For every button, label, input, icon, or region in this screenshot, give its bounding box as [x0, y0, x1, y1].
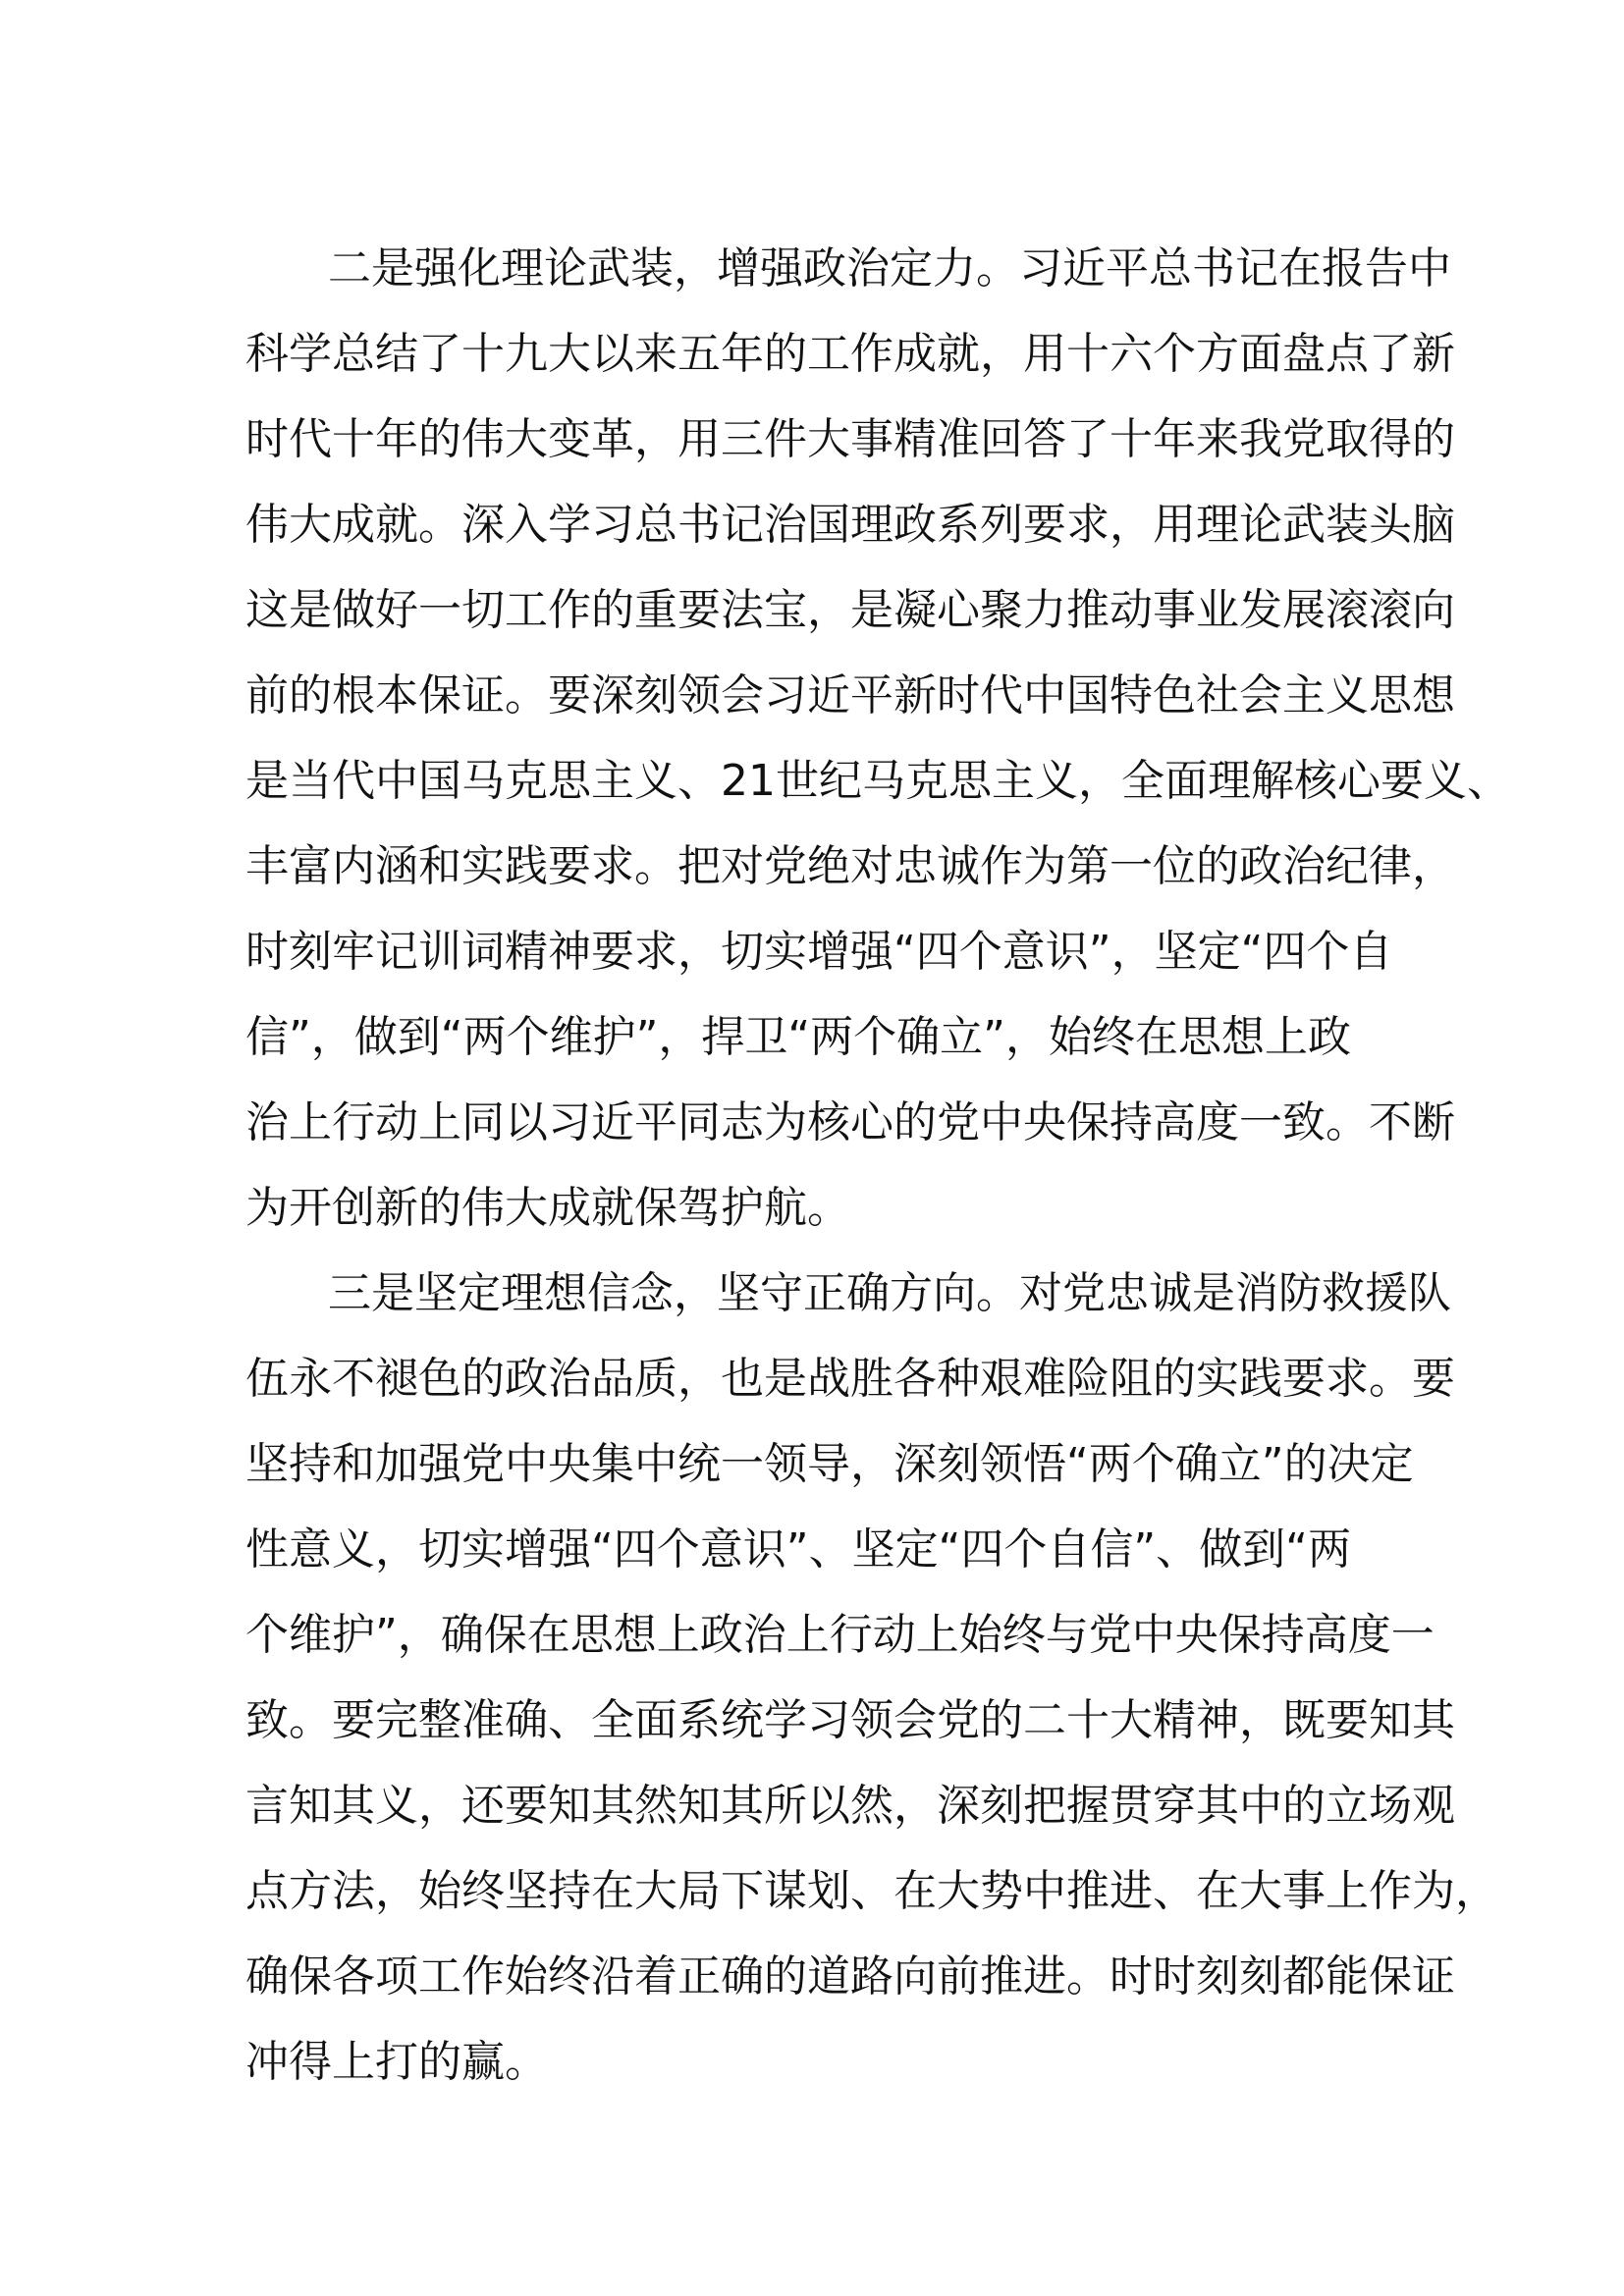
text-line: 科学总结了十九大以来五年的工作成就，用十六个方面盘点了新	[245, 329, 1455, 379]
text-line: 时代十年的伟大变革，用三件大事精准回答了十年来我党取得的	[245, 414, 1455, 464]
text-line: 致。要完整准确、全面系统学习领会党的二十大精神，既要知其	[245, 1695, 1455, 1745]
text-line: 性意义，切实增强“四个意识”、坚定“四个自信”、做到“两	[245, 1524, 1351, 1575]
text-line: 伟大成就。深入学习总书记治国理政系列要求，用理论武装头脑	[245, 500, 1455, 550]
text-line: 冲得上打的赢。	[245, 2037, 548, 2087]
text-line: 时刻牢记训词精神要求，切实增强“四个意识”，坚定“四个自	[245, 927, 1393, 977]
text-line: 言知其义，还要知其然知其所以然，深刻把握贯穿其中的立场观	[245, 1781, 1455, 1831]
paragraph-2	[245, 1251, 1498, 2105]
text-line: 伍永不褪色的政治品质，也是战胜各种艰难险阻的实践要求。要	[245, 1354, 1455, 1404]
text-line: 前的根本保证。要深刻领会习近平新时代中国特色社会主义思想	[245, 670, 1455, 721]
text-line: 确保各项工作始终沿着正确的道路向前推进。时时刻刻都能保证	[245, 1951, 1455, 2002]
text-line: 个维护”，确保在思想上政治上行动上始终与党中央保持高度一	[245, 1610, 1435, 1660]
text-line: 丰富内涵和实践要求。把对党绝对忠诚作为第一位的政治纪律，	[245, 841, 1455, 891]
text-line: 二是强化理论武装，增强政治定力。习近平总书记在报告中	[328, 243, 1451, 294]
text-line: 点方法，始终坚持在大局下谋划、在大势中推进、在大事上作为，	[245, 1866, 1498, 1916]
text-line: 三是坚定理想信念，坚守正确方向。对党忠诚是消防救援队	[328, 1268, 1451, 1318]
text-line: 这是做好一切工作的重要法宝，是凝心聚力推动事业发展滚滚向	[245, 585, 1455, 635]
text-line: 坚持和加强党中央集中统一领导，深刻领悟“两个确立”的决定	[245, 1439, 1414, 1489]
text-line: 为开创新的伟大成就保驾护航。	[245, 1183, 850, 1233]
text-line: 是当代中国马克思主义、21世纪马克思主义，全面理解核心要义、	[245, 756, 1510, 806]
text-line: 信”，做到“两个维护”，捍卫“两个确立”，始终在思想上政	[245, 1012, 1351, 1062]
text-line: 治上行动上同以习近平同志为核心的党中央保持高度一致。不断	[245, 1097, 1455, 1148]
document-body	[245, 226, 1510, 2105]
paragraph-1	[245, 226, 1510, 1251]
